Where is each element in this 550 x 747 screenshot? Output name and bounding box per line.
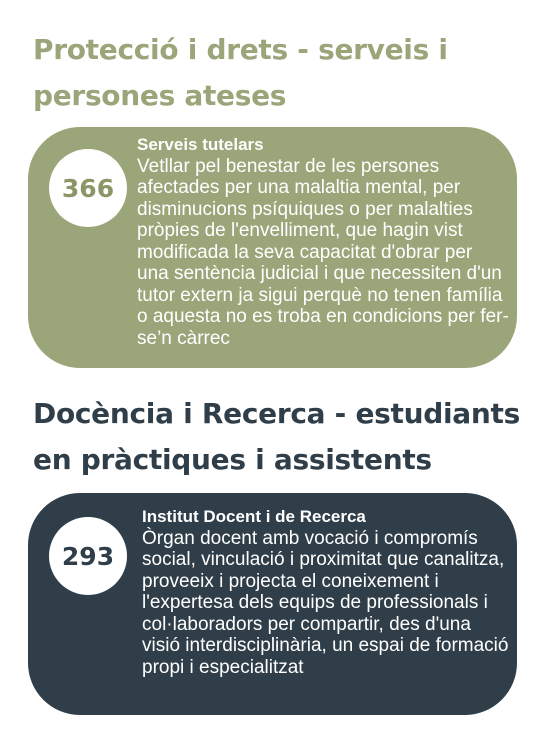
card-text [142, 506, 510, 678]
card-description: Vetllar pel benestar de les persones afectades per una malaltia mental, per disminucions psíquiques o per malalties pròpies de l'envelliment, que hagin vist modificada la seva capacitat d'obrar per una sentència judicial i que necessiten d'un tutor extern ja sigui perquè no tenen família o aquesta no es troba en condicions per fer-se’n càrrec [137, 155, 509, 349]
card-heading: Serveis tutelars [137, 135, 264, 154]
stat-card-tutelary-services [28, 127, 517, 368]
section-title-teaching-research: Docència i Recerca - estudiants en pràctiques i assistents [33, 397, 520, 476]
stat-card-teaching-institute [28, 493, 517, 715]
card-text [137, 134, 509, 349]
card-heading: Institut Docent i de Recerca [142, 507, 366, 526]
count-badge: 293 [49, 517, 127, 595]
count-badge: 366 [49, 149, 127, 227]
section-title-protection: Protecció i drets - serveis i persones ateses [33, 33, 448, 112]
card-description: Òrgan docent amb vocació i compromís social, vinculació i proximitat que canalitza, proveeix i projecta el coneixement i l'expertesa dels equips de professionals i col·laboradors per compartir, des d'una visió interdisciplinària, un espai de formació propi i especialitzat [142, 527, 509, 678]
